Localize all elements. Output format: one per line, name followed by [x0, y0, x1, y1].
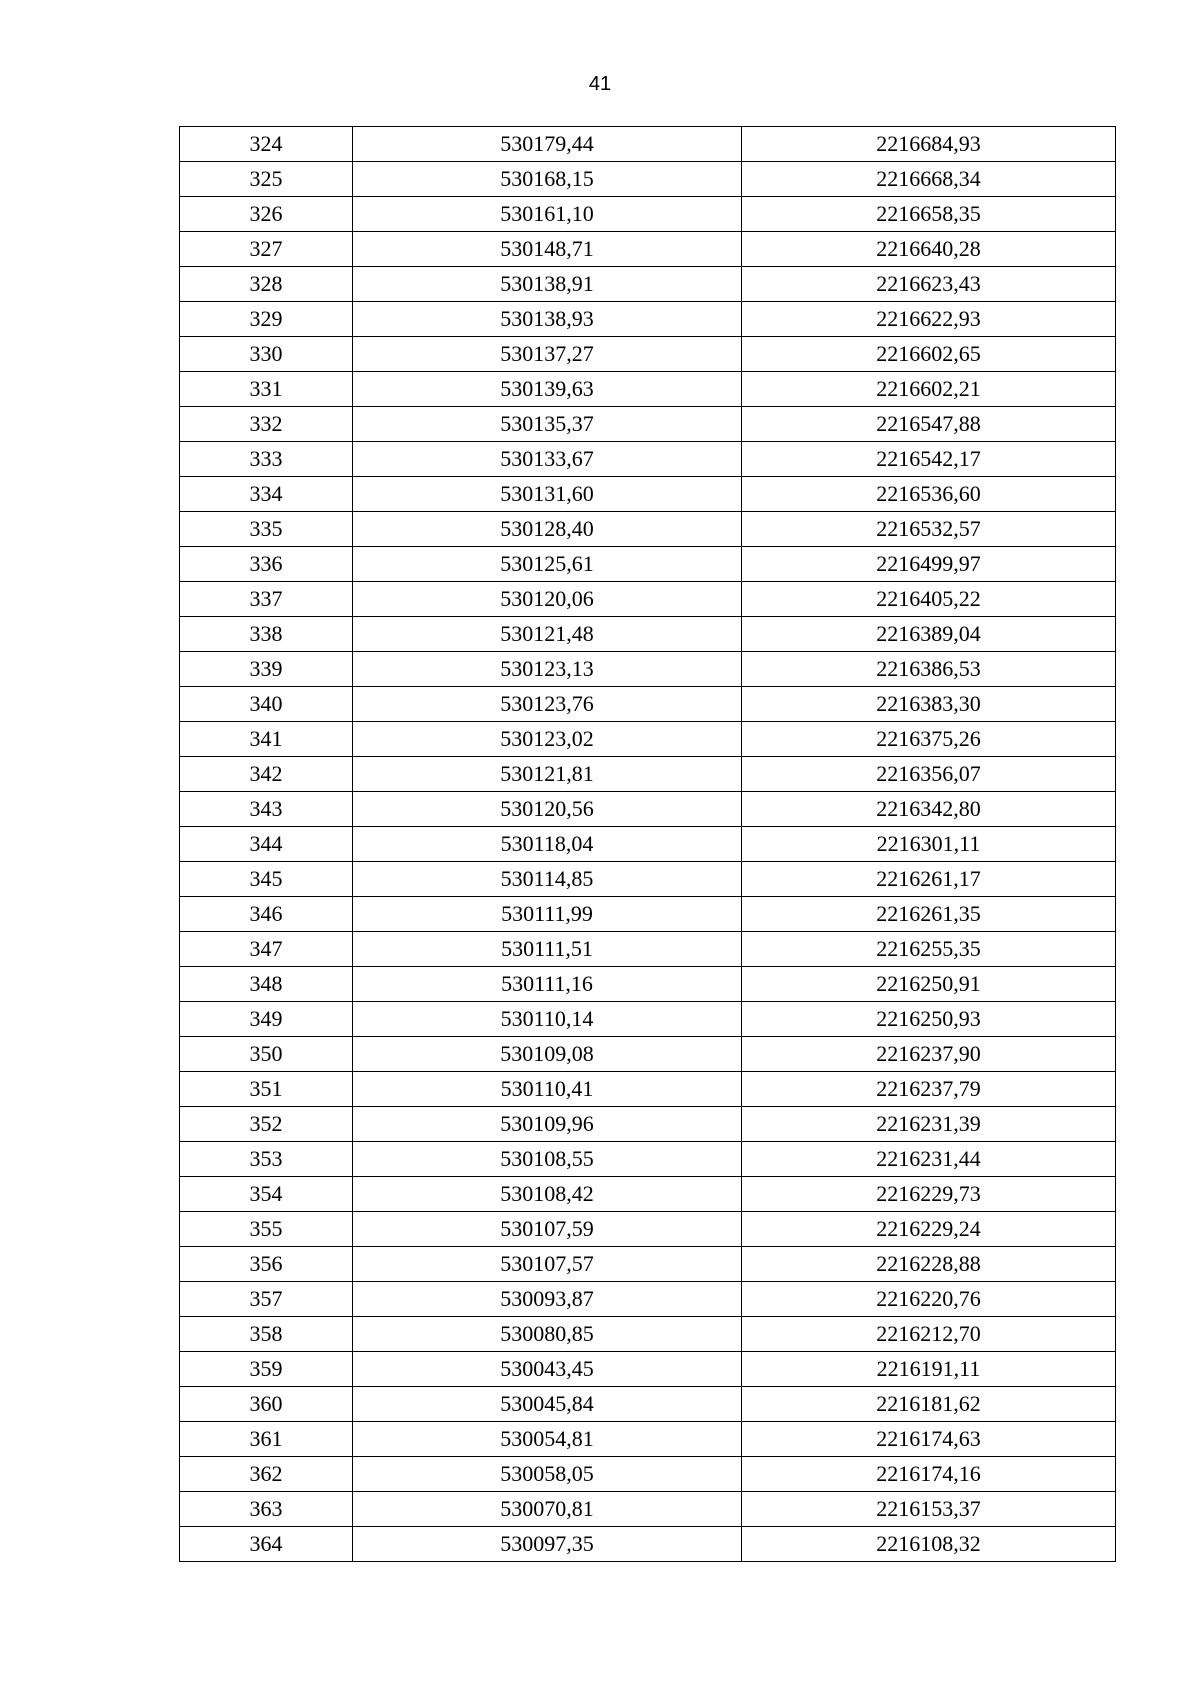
x-coordinate-cell: 530093,87 — [353, 1282, 742, 1317]
y-coordinate-cell: 2216250,93 — [742, 1002, 1116, 1037]
y-coordinate-cell: 2216623,43 — [742, 267, 1116, 302]
x-coordinate-cell: 530043,45 — [353, 1352, 742, 1387]
point-number-cell: 336 — [180, 547, 353, 582]
point-number-cell: 338 — [180, 617, 353, 652]
y-coordinate-cell: 2216658,35 — [742, 197, 1116, 232]
table-row — [180, 582, 1116, 617]
point-number-cell: 355 — [180, 1212, 353, 1247]
table-row — [180, 127, 1116, 162]
table-row — [180, 967, 1116, 1002]
x-coordinate-cell: 530139,63 — [353, 372, 742, 407]
x-coordinate-cell: 530058,05 — [353, 1457, 742, 1492]
point-number-cell: 327 — [180, 232, 353, 267]
point-number-cell: 332 — [180, 407, 353, 442]
y-coordinate-cell: 2216342,80 — [742, 792, 1116, 827]
y-coordinate-cell: 2216640,28 — [742, 232, 1116, 267]
y-coordinate-cell: 2216237,90 — [742, 1037, 1116, 1072]
table-row — [180, 1527, 1116, 1562]
x-coordinate-cell: 530131,60 — [353, 477, 742, 512]
y-coordinate-cell: 2216191,11 — [742, 1352, 1116, 1387]
y-coordinate-cell: 2216229,73 — [742, 1177, 1116, 1212]
x-coordinate-cell: 530123,13 — [353, 652, 742, 687]
table-row — [180, 547, 1116, 582]
table-row — [180, 407, 1116, 442]
y-coordinate-cell: 2216386,53 — [742, 652, 1116, 687]
y-coordinate-cell: 2216174,63 — [742, 1422, 1116, 1457]
y-coordinate-cell: 2216356,07 — [742, 757, 1116, 792]
point-number-cell: 335 — [180, 512, 353, 547]
table-row — [180, 1352, 1116, 1387]
y-coordinate-cell: 2216212,70 — [742, 1317, 1116, 1352]
y-coordinate-cell: 2216389,04 — [742, 617, 1116, 652]
y-coordinate-cell: 2216228,88 — [742, 1247, 1116, 1282]
y-coordinate-cell: 2216547,88 — [742, 407, 1116, 442]
y-coordinate-cell: 2216532,57 — [742, 512, 1116, 547]
y-coordinate-cell: 2216261,35 — [742, 897, 1116, 932]
y-coordinate-cell: 2216622,93 — [742, 302, 1116, 337]
point-number-cell: 361 — [180, 1422, 353, 1457]
y-coordinate-cell: 2216237,79 — [742, 1072, 1116, 1107]
y-coordinate-cell: 2216499,97 — [742, 547, 1116, 582]
x-coordinate-cell: 530133,67 — [353, 442, 742, 477]
point-number-cell: 359 — [180, 1352, 353, 1387]
y-coordinate-cell: 2216536,60 — [742, 477, 1116, 512]
point-number-cell: 343 — [180, 792, 353, 827]
x-coordinate-cell: 530120,56 — [353, 792, 742, 827]
table-row — [180, 1107, 1116, 1142]
x-coordinate-cell: 530080,85 — [353, 1317, 742, 1352]
table-row — [180, 1177, 1116, 1212]
y-coordinate-cell: 2216383,30 — [742, 687, 1116, 722]
point-number-cell: 352 — [180, 1107, 353, 1142]
table-row — [180, 232, 1116, 267]
point-number-cell: 340 — [180, 687, 353, 722]
point-number-cell: 324 — [180, 127, 353, 162]
table-row — [180, 512, 1116, 547]
x-coordinate-cell: 530118,04 — [353, 827, 742, 862]
y-coordinate-cell: 2216542,17 — [742, 442, 1116, 477]
point-number-cell: 363 — [180, 1492, 353, 1527]
x-coordinate-cell: 530148,71 — [353, 232, 742, 267]
table-row — [180, 687, 1116, 722]
y-coordinate-cell: 2216229,24 — [742, 1212, 1116, 1247]
x-coordinate-cell: 530110,41 — [353, 1072, 742, 1107]
y-coordinate-cell: 2216255,35 — [742, 932, 1116, 967]
table-row — [180, 1387, 1116, 1422]
x-coordinate-cell: 530111,51 — [353, 932, 742, 967]
x-coordinate-cell: 530070,81 — [353, 1492, 742, 1527]
table-row — [180, 1037, 1116, 1072]
y-coordinate-cell: 2216153,37 — [742, 1492, 1116, 1527]
table-row — [180, 722, 1116, 757]
table-row — [180, 617, 1116, 652]
x-coordinate-cell: 530135,37 — [353, 407, 742, 442]
x-coordinate-cell: 530107,57 — [353, 1247, 742, 1282]
x-coordinate-cell: 530168,15 — [353, 162, 742, 197]
coordinates-table-body — [180, 127, 1116, 1562]
point-number-cell: 349 — [180, 1002, 353, 1037]
table-row — [180, 862, 1116, 897]
point-number-cell: 325 — [180, 162, 353, 197]
point-number-cell: 331 — [180, 372, 353, 407]
x-coordinate-cell: 530045,84 — [353, 1387, 742, 1422]
coordinates-table — [179, 126, 1116, 1562]
point-number-cell: 348 — [180, 967, 353, 1002]
table-row — [180, 442, 1116, 477]
x-coordinate-cell: 530121,48 — [353, 617, 742, 652]
table-row — [180, 1317, 1116, 1352]
x-coordinate-cell: 530138,93 — [353, 302, 742, 337]
page-number: 41 — [588, 73, 612, 95]
table-row — [180, 197, 1116, 232]
y-coordinate-cell: 2216108,32 — [742, 1527, 1116, 1562]
table-row — [180, 162, 1116, 197]
point-number-cell: 337 — [180, 582, 353, 617]
point-number-cell: 351 — [180, 1072, 353, 1107]
y-coordinate-cell: 2216261,17 — [742, 862, 1116, 897]
x-coordinate-cell: 530120,06 — [353, 582, 742, 617]
table-row — [180, 1457, 1116, 1492]
point-number-cell: 347 — [180, 932, 353, 967]
table-row — [180, 827, 1116, 862]
table-row — [180, 1212, 1116, 1247]
x-coordinate-cell: 530108,42 — [353, 1177, 742, 1212]
table-row — [180, 757, 1116, 792]
table-row — [180, 302, 1116, 337]
point-number-cell: 350 — [180, 1037, 353, 1072]
table-row — [180, 652, 1116, 687]
y-coordinate-cell: 2216375,26 — [742, 722, 1116, 757]
table-row — [180, 1492, 1116, 1527]
x-coordinate-cell: 530109,96 — [353, 1107, 742, 1142]
x-coordinate-cell: 530111,99 — [353, 897, 742, 932]
point-number-cell: 354 — [180, 1177, 353, 1212]
x-coordinate-cell: 530108,55 — [353, 1142, 742, 1177]
point-number-cell: 356 — [180, 1247, 353, 1282]
table-row — [180, 1002, 1116, 1037]
point-number-cell: 330 — [180, 337, 353, 372]
x-coordinate-cell: 530123,76 — [353, 687, 742, 722]
point-number-cell: 333 — [180, 442, 353, 477]
y-coordinate-cell: 2216220,76 — [742, 1282, 1116, 1317]
x-coordinate-cell: 530107,59 — [353, 1212, 742, 1247]
x-coordinate-cell: 530137,27 — [353, 337, 742, 372]
point-number-cell: 360 — [180, 1387, 353, 1422]
point-number-cell: 341 — [180, 722, 353, 757]
point-number-cell: 329 — [180, 302, 353, 337]
x-coordinate-cell: 530138,91 — [353, 267, 742, 302]
x-coordinate-cell: 530125,61 — [353, 547, 742, 582]
point-number-cell: 342 — [180, 757, 353, 792]
x-coordinate-cell: 530128,40 — [353, 512, 742, 547]
point-number-cell: 364 — [180, 1527, 353, 1562]
y-coordinate-cell: 2216181,62 — [742, 1387, 1116, 1422]
y-coordinate-cell: 2216250,91 — [742, 967, 1116, 1002]
x-coordinate-cell: 530109,08 — [353, 1037, 742, 1072]
y-coordinate-cell: 2216405,22 — [742, 582, 1116, 617]
x-coordinate-cell: 530111,16 — [353, 967, 742, 1002]
x-coordinate-cell: 530114,85 — [353, 862, 742, 897]
table-row — [180, 1072, 1116, 1107]
point-number-cell: 362 — [180, 1457, 353, 1492]
x-coordinate-cell: 530054,81 — [353, 1422, 742, 1457]
y-coordinate-cell: 2216301,11 — [742, 827, 1116, 862]
point-number-cell: 358 — [180, 1317, 353, 1352]
point-number-cell: 339 — [180, 652, 353, 687]
table-row — [180, 1247, 1116, 1282]
point-number-cell: 353 — [180, 1142, 353, 1177]
y-coordinate-cell: 2216231,39 — [742, 1107, 1116, 1142]
y-coordinate-cell: 2216684,93 — [742, 127, 1116, 162]
x-coordinate-cell: 530110,14 — [353, 1002, 742, 1037]
table-row — [180, 337, 1116, 372]
x-coordinate-cell: 530097,35 — [353, 1527, 742, 1562]
table-row — [180, 477, 1116, 512]
table-row — [180, 792, 1116, 827]
x-coordinate-cell: 530123,02 — [353, 722, 742, 757]
x-coordinate-cell: 530179,44 — [353, 127, 742, 162]
table-row — [180, 932, 1116, 967]
y-coordinate-cell: 2216231,44 — [742, 1142, 1116, 1177]
y-coordinate-cell: 2216602,21 — [742, 372, 1116, 407]
point-number-cell: 328 — [180, 267, 353, 302]
point-number-cell: 334 — [180, 477, 353, 512]
point-number-cell: 357 — [180, 1282, 353, 1317]
point-number-cell: 345 — [180, 862, 353, 897]
y-coordinate-cell: 2216668,34 — [742, 162, 1116, 197]
y-coordinate-cell: 2216174,16 — [742, 1457, 1116, 1492]
point-number-cell: 344 — [180, 827, 353, 862]
table-row — [180, 372, 1116, 407]
table-row — [180, 897, 1116, 932]
table-row — [180, 267, 1116, 302]
y-coordinate-cell: 2216602,65 — [742, 337, 1116, 372]
table-row — [180, 1422, 1116, 1457]
point-number-cell: 346 — [180, 897, 353, 932]
point-number-cell: 326 — [180, 197, 353, 232]
table-row — [180, 1282, 1116, 1317]
table-row — [180, 1142, 1116, 1177]
x-coordinate-cell: 530121,81 — [353, 757, 742, 792]
x-coordinate-cell: 530161,10 — [353, 197, 742, 232]
